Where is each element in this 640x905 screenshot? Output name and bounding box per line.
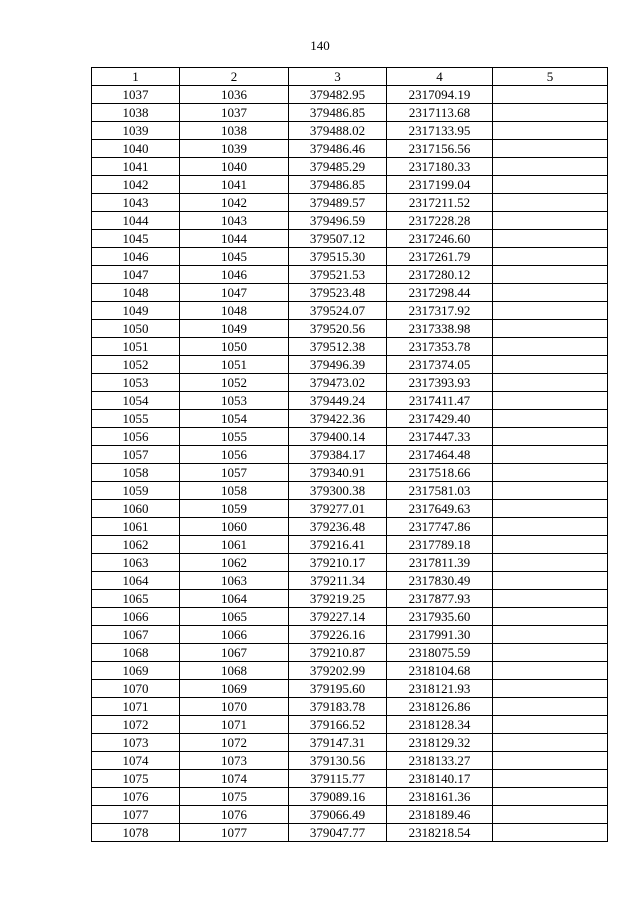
y-coordinate-cell: 2317649.63: [387, 500, 493, 518]
notes-cell: [493, 140, 608, 158]
x-coordinate-cell: 379226.16: [289, 626, 387, 644]
point-number-cell: 1078: [92, 824, 180, 842]
notes-cell: [493, 788, 608, 806]
previous-point-cell: 1060: [180, 518, 289, 536]
point-number-cell: 1075: [92, 770, 180, 788]
point-number-cell: 1050: [92, 320, 180, 338]
point-number-cell: 1051: [92, 338, 180, 356]
y-coordinate-cell: 2318133.27: [387, 752, 493, 770]
y-coordinate-cell: 2317518.66: [387, 464, 493, 482]
table-row: [92, 464, 608, 482]
table-row: [92, 554, 608, 572]
previous-point-cell: 1072: [180, 734, 289, 752]
previous-point-cell: 1063: [180, 572, 289, 590]
point-number-cell: 1063: [92, 554, 180, 572]
y-coordinate-cell: 2317156.56: [387, 140, 493, 158]
previous-point-cell: 1044: [180, 230, 289, 248]
point-number-cell: 1049: [92, 302, 180, 320]
previous-point-cell: 1054: [180, 410, 289, 428]
coordinates-table: [91, 67, 608, 842]
notes-cell: [493, 644, 608, 662]
point-number-cell: 1060: [92, 500, 180, 518]
point-number-cell: 1056: [92, 428, 180, 446]
y-coordinate-cell: 2318218.54: [387, 824, 493, 842]
notes-cell: [493, 662, 608, 680]
previous-point-cell: 1053: [180, 392, 289, 410]
y-coordinate-cell: 2317464.48: [387, 446, 493, 464]
table-row: [92, 698, 608, 716]
x-coordinate-cell: 379523.48: [289, 284, 387, 302]
point-number-cell: 1045: [92, 230, 180, 248]
notes-cell: [493, 374, 608, 392]
table-row: [92, 230, 608, 248]
table-row: [92, 626, 608, 644]
table-row: [92, 824, 608, 842]
y-coordinate-cell: 2317789.18: [387, 536, 493, 554]
y-coordinate-cell: 2318104.68: [387, 662, 493, 680]
y-coordinate-cell: 2317411.47: [387, 392, 493, 410]
x-coordinate-cell: 379507.12: [289, 230, 387, 248]
previous-point-cell: 1059: [180, 500, 289, 518]
notes-cell: [493, 356, 608, 374]
column-header-1: 1: [92, 68, 180, 86]
notes-cell: [493, 230, 608, 248]
x-coordinate-cell: 379236.48: [289, 518, 387, 536]
table-row: [92, 572, 608, 590]
table-row: [92, 284, 608, 302]
table-row: [92, 212, 608, 230]
notes-cell: [493, 212, 608, 230]
table-row: [92, 770, 608, 788]
previous-point-cell: 1047: [180, 284, 289, 302]
point-number-cell: 1061: [92, 518, 180, 536]
x-coordinate-cell: 379496.39: [289, 356, 387, 374]
table-row: [92, 590, 608, 608]
previous-point-cell: 1074: [180, 770, 289, 788]
table-row: [92, 338, 608, 356]
table-row: [92, 788, 608, 806]
notes-cell: [493, 590, 608, 608]
y-coordinate-cell: 2317811.39: [387, 554, 493, 572]
previous-point-cell: 1075: [180, 788, 289, 806]
point-number-cell: 1072: [92, 716, 180, 734]
y-coordinate-cell: 2317393.93: [387, 374, 493, 392]
y-coordinate-cell: 2317830.49: [387, 572, 493, 590]
y-coordinate-cell: 2317211.52: [387, 194, 493, 212]
y-coordinate-cell: 2318140.17: [387, 770, 493, 788]
y-coordinate-cell: 2317261.79: [387, 248, 493, 266]
point-number-cell: 1073: [92, 734, 180, 752]
y-coordinate-cell: 2317246.60: [387, 230, 493, 248]
y-coordinate-cell: 2317228.28: [387, 212, 493, 230]
y-coordinate-cell: 2318128.34: [387, 716, 493, 734]
notes-cell: [493, 446, 608, 464]
x-coordinate-cell: 379400.14: [289, 428, 387, 446]
previous-point-cell: 1043: [180, 212, 289, 230]
notes-cell: [493, 428, 608, 446]
notes-cell: [493, 122, 608, 140]
table-row: [92, 428, 608, 446]
notes-cell: [493, 554, 608, 572]
table-row: [92, 248, 608, 266]
notes-cell: [493, 698, 608, 716]
x-coordinate-cell: 379486.85: [289, 176, 387, 194]
table-row: [92, 176, 608, 194]
point-number-cell: 1046: [92, 248, 180, 266]
point-number-cell: 1055: [92, 410, 180, 428]
notes-cell: [493, 194, 608, 212]
y-coordinate-cell: 2318121.93: [387, 680, 493, 698]
x-coordinate-cell: 379485.29: [289, 158, 387, 176]
point-number-cell: 1070: [92, 680, 180, 698]
point-number-cell: 1040: [92, 140, 180, 158]
x-coordinate-cell: 379300.38: [289, 482, 387, 500]
previous-point-cell: 1076: [180, 806, 289, 824]
point-number-cell: 1054: [92, 392, 180, 410]
point-number-cell: 1066: [92, 608, 180, 626]
point-number-cell: 1074: [92, 752, 180, 770]
y-coordinate-cell: 2317199.04: [387, 176, 493, 194]
x-coordinate-cell: 379449.24: [289, 392, 387, 410]
x-coordinate-cell: 379486.85: [289, 104, 387, 122]
notes-cell: [493, 86, 608, 104]
x-coordinate-cell: 379210.87: [289, 644, 387, 662]
notes-cell: [493, 608, 608, 626]
y-coordinate-cell: 2317429.40: [387, 410, 493, 428]
point-number-cell: 1057: [92, 446, 180, 464]
table-row: [92, 356, 608, 374]
previous-point-cell: 1039: [180, 140, 289, 158]
table-row: [92, 482, 608, 500]
x-coordinate-cell: 379219.25: [289, 590, 387, 608]
point-number-cell: 1077: [92, 806, 180, 824]
notes-cell: [493, 572, 608, 590]
table-row: [92, 158, 608, 176]
table-row: [92, 320, 608, 338]
notes-cell: [493, 500, 608, 518]
notes-cell: [493, 302, 608, 320]
y-coordinate-cell: 2317133.95: [387, 122, 493, 140]
notes-cell: [493, 176, 608, 194]
x-coordinate-cell: 379482.95: [289, 86, 387, 104]
table-header-row: [92, 68, 608, 86]
previous-point-cell: 1038: [180, 122, 289, 140]
x-coordinate-cell: 379202.99: [289, 662, 387, 680]
table-row: [92, 104, 608, 122]
x-coordinate-cell: 379147.31: [289, 734, 387, 752]
y-coordinate-cell: 2317180.33: [387, 158, 493, 176]
y-coordinate-cell: 2318126.86: [387, 698, 493, 716]
point-number-cell: 1067: [92, 626, 180, 644]
previous-point-cell: 1068: [180, 662, 289, 680]
table-row: [92, 392, 608, 410]
x-coordinate-cell: 379277.01: [289, 500, 387, 518]
notes-cell: [493, 464, 608, 482]
column-header-4: 4: [387, 68, 493, 86]
table-row: [92, 122, 608, 140]
point-number-cell: 1069: [92, 662, 180, 680]
previous-point-cell: 1061: [180, 536, 289, 554]
table-row: [92, 752, 608, 770]
previous-point-cell: 1064: [180, 590, 289, 608]
table-row: [92, 734, 608, 752]
point-number-cell: 1037: [92, 86, 180, 104]
y-coordinate-cell: 2317113.68: [387, 104, 493, 122]
notes-cell: [493, 266, 608, 284]
point-number-cell: 1038: [92, 104, 180, 122]
previous-point-cell: 1073: [180, 752, 289, 770]
x-coordinate-cell: 379524.07: [289, 302, 387, 320]
y-coordinate-cell: 2317280.12: [387, 266, 493, 284]
point-number-cell: 1065: [92, 590, 180, 608]
point-number-cell: 1064: [92, 572, 180, 590]
previous-point-cell: 1052: [180, 374, 289, 392]
table-row: [92, 410, 608, 428]
table-row: [92, 500, 608, 518]
previous-point-cell: 1040: [180, 158, 289, 176]
notes-cell: [493, 680, 608, 698]
previous-point-cell: 1066: [180, 626, 289, 644]
notes-cell: [493, 104, 608, 122]
x-coordinate-cell: 379211.34: [289, 572, 387, 590]
x-coordinate-cell: 379227.14: [289, 608, 387, 626]
x-coordinate-cell: 379066.49: [289, 806, 387, 824]
point-number-cell: 1052: [92, 356, 180, 374]
point-number-cell: 1059: [92, 482, 180, 500]
x-coordinate-cell: 379166.52: [289, 716, 387, 734]
point-number-cell: 1058: [92, 464, 180, 482]
previous-point-cell: 1070: [180, 698, 289, 716]
x-coordinate-cell: 379520.56: [289, 320, 387, 338]
x-coordinate-cell: 379210.17: [289, 554, 387, 572]
page-number: 140: [310, 38, 330, 53]
notes-cell: [493, 824, 608, 842]
previous-point-cell: 1037: [180, 104, 289, 122]
x-coordinate-cell: 379340.91: [289, 464, 387, 482]
previous-point-cell: 1055: [180, 428, 289, 446]
y-coordinate-cell: 2318189.46: [387, 806, 493, 824]
y-coordinate-cell: 2317094.19: [387, 86, 493, 104]
notes-cell: [493, 536, 608, 554]
notes-cell: [493, 338, 608, 356]
y-coordinate-cell: 2317935.60: [387, 608, 493, 626]
y-coordinate-cell: 2317317.92: [387, 302, 493, 320]
previous-point-cell: 1069: [180, 680, 289, 698]
point-number-cell: 1076: [92, 788, 180, 806]
y-coordinate-cell: 2317991.30: [387, 626, 493, 644]
table-row: [92, 716, 608, 734]
table-row: [92, 608, 608, 626]
table-body: [92, 86, 608, 842]
y-coordinate-cell: 2318129.32: [387, 734, 493, 752]
x-coordinate-cell: 379216.41: [289, 536, 387, 554]
previous-point-cell: 1051: [180, 356, 289, 374]
table-row: [92, 446, 608, 464]
point-number-cell: 1062: [92, 536, 180, 554]
y-coordinate-cell: 2317353.78: [387, 338, 493, 356]
notes-cell: [493, 320, 608, 338]
y-coordinate-cell: 2318161.36: [387, 788, 493, 806]
x-coordinate-cell: 379488.02: [289, 122, 387, 140]
table-row: [92, 662, 608, 680]
x-coordinate-cell: 379384.17: [289, 446, 387, 464]
y-coordinate-cell: 2317374.05: [387, 356, 493, 374]
previous-point-cell: 1077: [180, 824, 289, 842]
previous-point-cell: 1058: [180, 482, 289, 500]
previous-point-cell: 1041: [180, 176, 289, 194]
table-row: [92, 86, 608, 104]
y-coordinate-cell: 2317747.86: [387, 518, 493, 536]
x-coordinate-cell: 379512.38: [289, 338, 387, 356]
x-coordinate-cell: 379496.59: [289, 212, 387, 230]
x-coordinate-cell: 379521.53: [289, 266, 387, 284]
y-coordinate-cell: 2318075.59: [387, 644, 493, 662]
table-row: [92, 536, 608, 554]
column-header-3: 3: [289, 68, 387, 86]
notes-cell: [493, 410, 608, 428]
point-number-cell: 1071: [92, 698, 180, 716]
y-coordinate-cell: 2317338.98: [387, 320, 493, 338]
previous-point-cell: 1042: [180, 194, 289, 212]
point-number-cell: 1043: [92, 194, 180, 212]
table-row: [92, 194, 608, 212]
notes-cell: [493, 248, 608, 266]
x-coordinate-cell: 379473.02: [289, 374, 387, 392]
table-row: [92, 680, 608, 698]
y-coordinate-cell: 2317447.33: [387, 428, 493, 446]
table-row: [92, 806, 608, 824]
table-row: [92, 140, 608, 158]
x-coordinate-cell: 379195.60: [289, 680, 387, 698]
previous-point-cell: 1036: [180, 86, 289, 104]
notes-cell: [493, 392, 608, 410]
notes-cell: [493, 158, 608, 176]
notes-cell: [493, 716, 608, 734]
previous-point-cell: 1045: [180, 248, 289, 266]
table-row: [92, 302, 608, 320]
x-coordinate-cell: 379183.78: [289, 698, 387, 716]
table-row: [92, 266, 608, 284]
previous-point-cell: 1065: [180, 608, 289, 626]
x-coordinate-cell: 379115.77: [289, 770, 387, 788]
point-number-cell: 1068: [92, 644, 180, 662]
notes-cell: [493, 806, 608, 824]
y-coordinate-cell: 2317298.44: [387, 284, 493, 302]
previous-point-cell: 1067: [180, 644, 289, 662]
x-coordinate-cell: 379089.16: [289, 788, 387, 806]
x-coordinate-cell: 379486.46: [289, 140, 387, 158]
point-number-cell: 1042: [92, 176, 180, 194]
x-coordinate-cell: 379047.77: [289, 824, 387, 842]
table-row: [92, 644, 608, 662]
point-number-cell: 1044: [92, 212, 180, 230]
previous-point-cell: 1057: [180, 464, 289, 482]
notes-cell: [493, 752, 608, 770]
column-header-5: 5: [493, 68, 608, 86]
notes-cell: [493, 284, 608, 302]
column-header-2: 2: [180, 68, 289, 86]
previous-point-cell: 1062: [180, 554, 289, 572]
point-number-cell: 1047: [92, 266, 180, 284]
point-number-cell: 1041: [92, 158, 180, 176]
notes-cell: [493, 734, 608, 752]
point-number-cell: 1048: [92, 284, 180, 302]
y-coordinate-cell: 2317581.03: [387, 482, 493, 500]
point-number-cell: 1039: [92, 122, 180, 140]
notes-cell: [493, 770, 608, 788]
x-coordinate-cell: 379422.36: [289, 410, 387, 428]
previous-point-cell: 1050: [180, 338, 289, 356]
previous-point-cell: 1071: [180, 716, 289, 734]
x-coordinate-cell: 379489.57: [289, 194, 387, 212]
previous-point-cell: 1046: [180, 266, 289, 284]
table-row: [92, 518, 608, 536]
x-coordinate-cell: 379130.56: [289, 752, 387, 770]
table-row: [92, 374, 608, 392]
x-coordinate-cell: 379515.30: [289, 248, 387, 266]
point-number-cell: 1053: [92, 374, 180, 392]
notes-cell: [493, 482, 608, 500]
y-coordinate-cell: 2317877.93: [387, 590, 493, 608]
notes-cell: [493, 518, 608, 536]
previous-point-cell: 1049: [180, 320, 289, 338]
notes-cell: [493, 626, 608, 644]
previous-point-cell: 1048: [180, 302, 289, 320]
previous-point-cell: 1056: [180, 446, 289, 464]
